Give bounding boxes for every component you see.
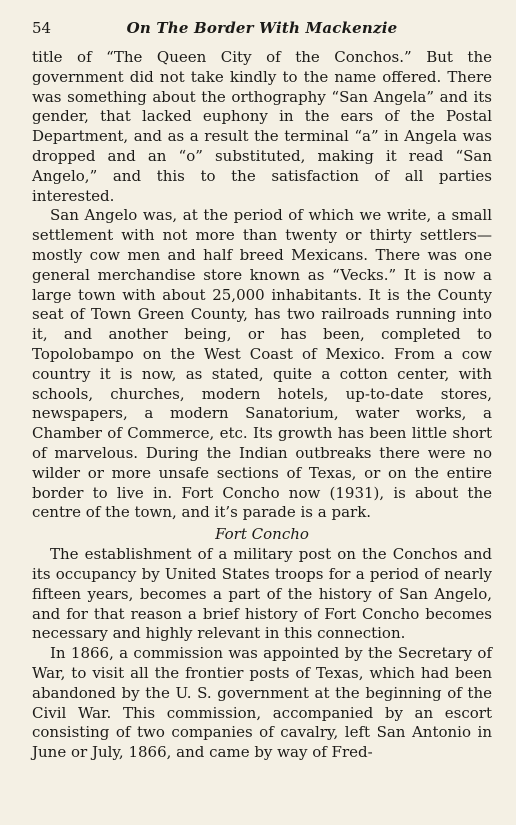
- paragraph-continuation: title of “The Queen City of the Conchos.” But the government did not take kindly to the name offered. There was something about the orthography “San Angela” and its gender, that lacked euphony in the ears of the Postal Department, and as a result the terminal “a” in Angela was dropped and an “o” substituted, making it read “San Angelo,” and this to the satisfaction of all parties interested.: [32, 48, 492, 205]
- section-heading: Fort Concho: [215, 525, 309, 544]
- paragraph-establishment: The establishment of a military post on the Conchos and its occupancy by United States troops for a period of nearly fifteen years, becomes a part of the history of San Angelo, and for that reason a brief history of Fort Concho becomes necessary and highly relevant in this connection.: [32, 545, 492, 643]
- page-body: [32, 48, 492, 763]
- running-title: On The Border With Mackenzie: [126, 19, 398, 37]
- page-header: [32, 14, 492, 42]
- paragraph-san-angelo: San Angelo was, at the period of which we write, a small settlement with not more than twenty or thirty settlers—mostly cow men and half breed Mexicans. There was one general merchandise store known as “Vecks.” It is now a large town with about 25,000 inhabitants. It is the County seat of Town Green County, has two railroads running into it, and another being, or has been, completed to Topolobampo on the West Coast of Mexico. From a cow country it is now, as stated, quite a cotton center, with schools, churches, modern hotels, up-to-date stores, newspapers, a modern Sanatorium, water works, a Chamber of Commerce, etc. Its growth has been little short of marvelous. During the Indian outbreaks there were no wilder or more unsafe sections of Texas, or on the entire border to live in. Fort Concho now (1931), is about the centre of the town, and it’s parade is a park.: [32, 206, 492, 522]
- paragraph-commission: In 1866, a commission was appointed by the Secretary of War, to visit all the frontier posts of Texas, which had been abandoned by the U. S. government at the beginning of the Civil War. This commission, accompanied by an escort consisting of two companies of cavalry, left San Antonio in June or July, 1866, and came by way of Fred-: [32, 644, 492, 762]
- page-number: 54: [32, 19, 52, 37]
